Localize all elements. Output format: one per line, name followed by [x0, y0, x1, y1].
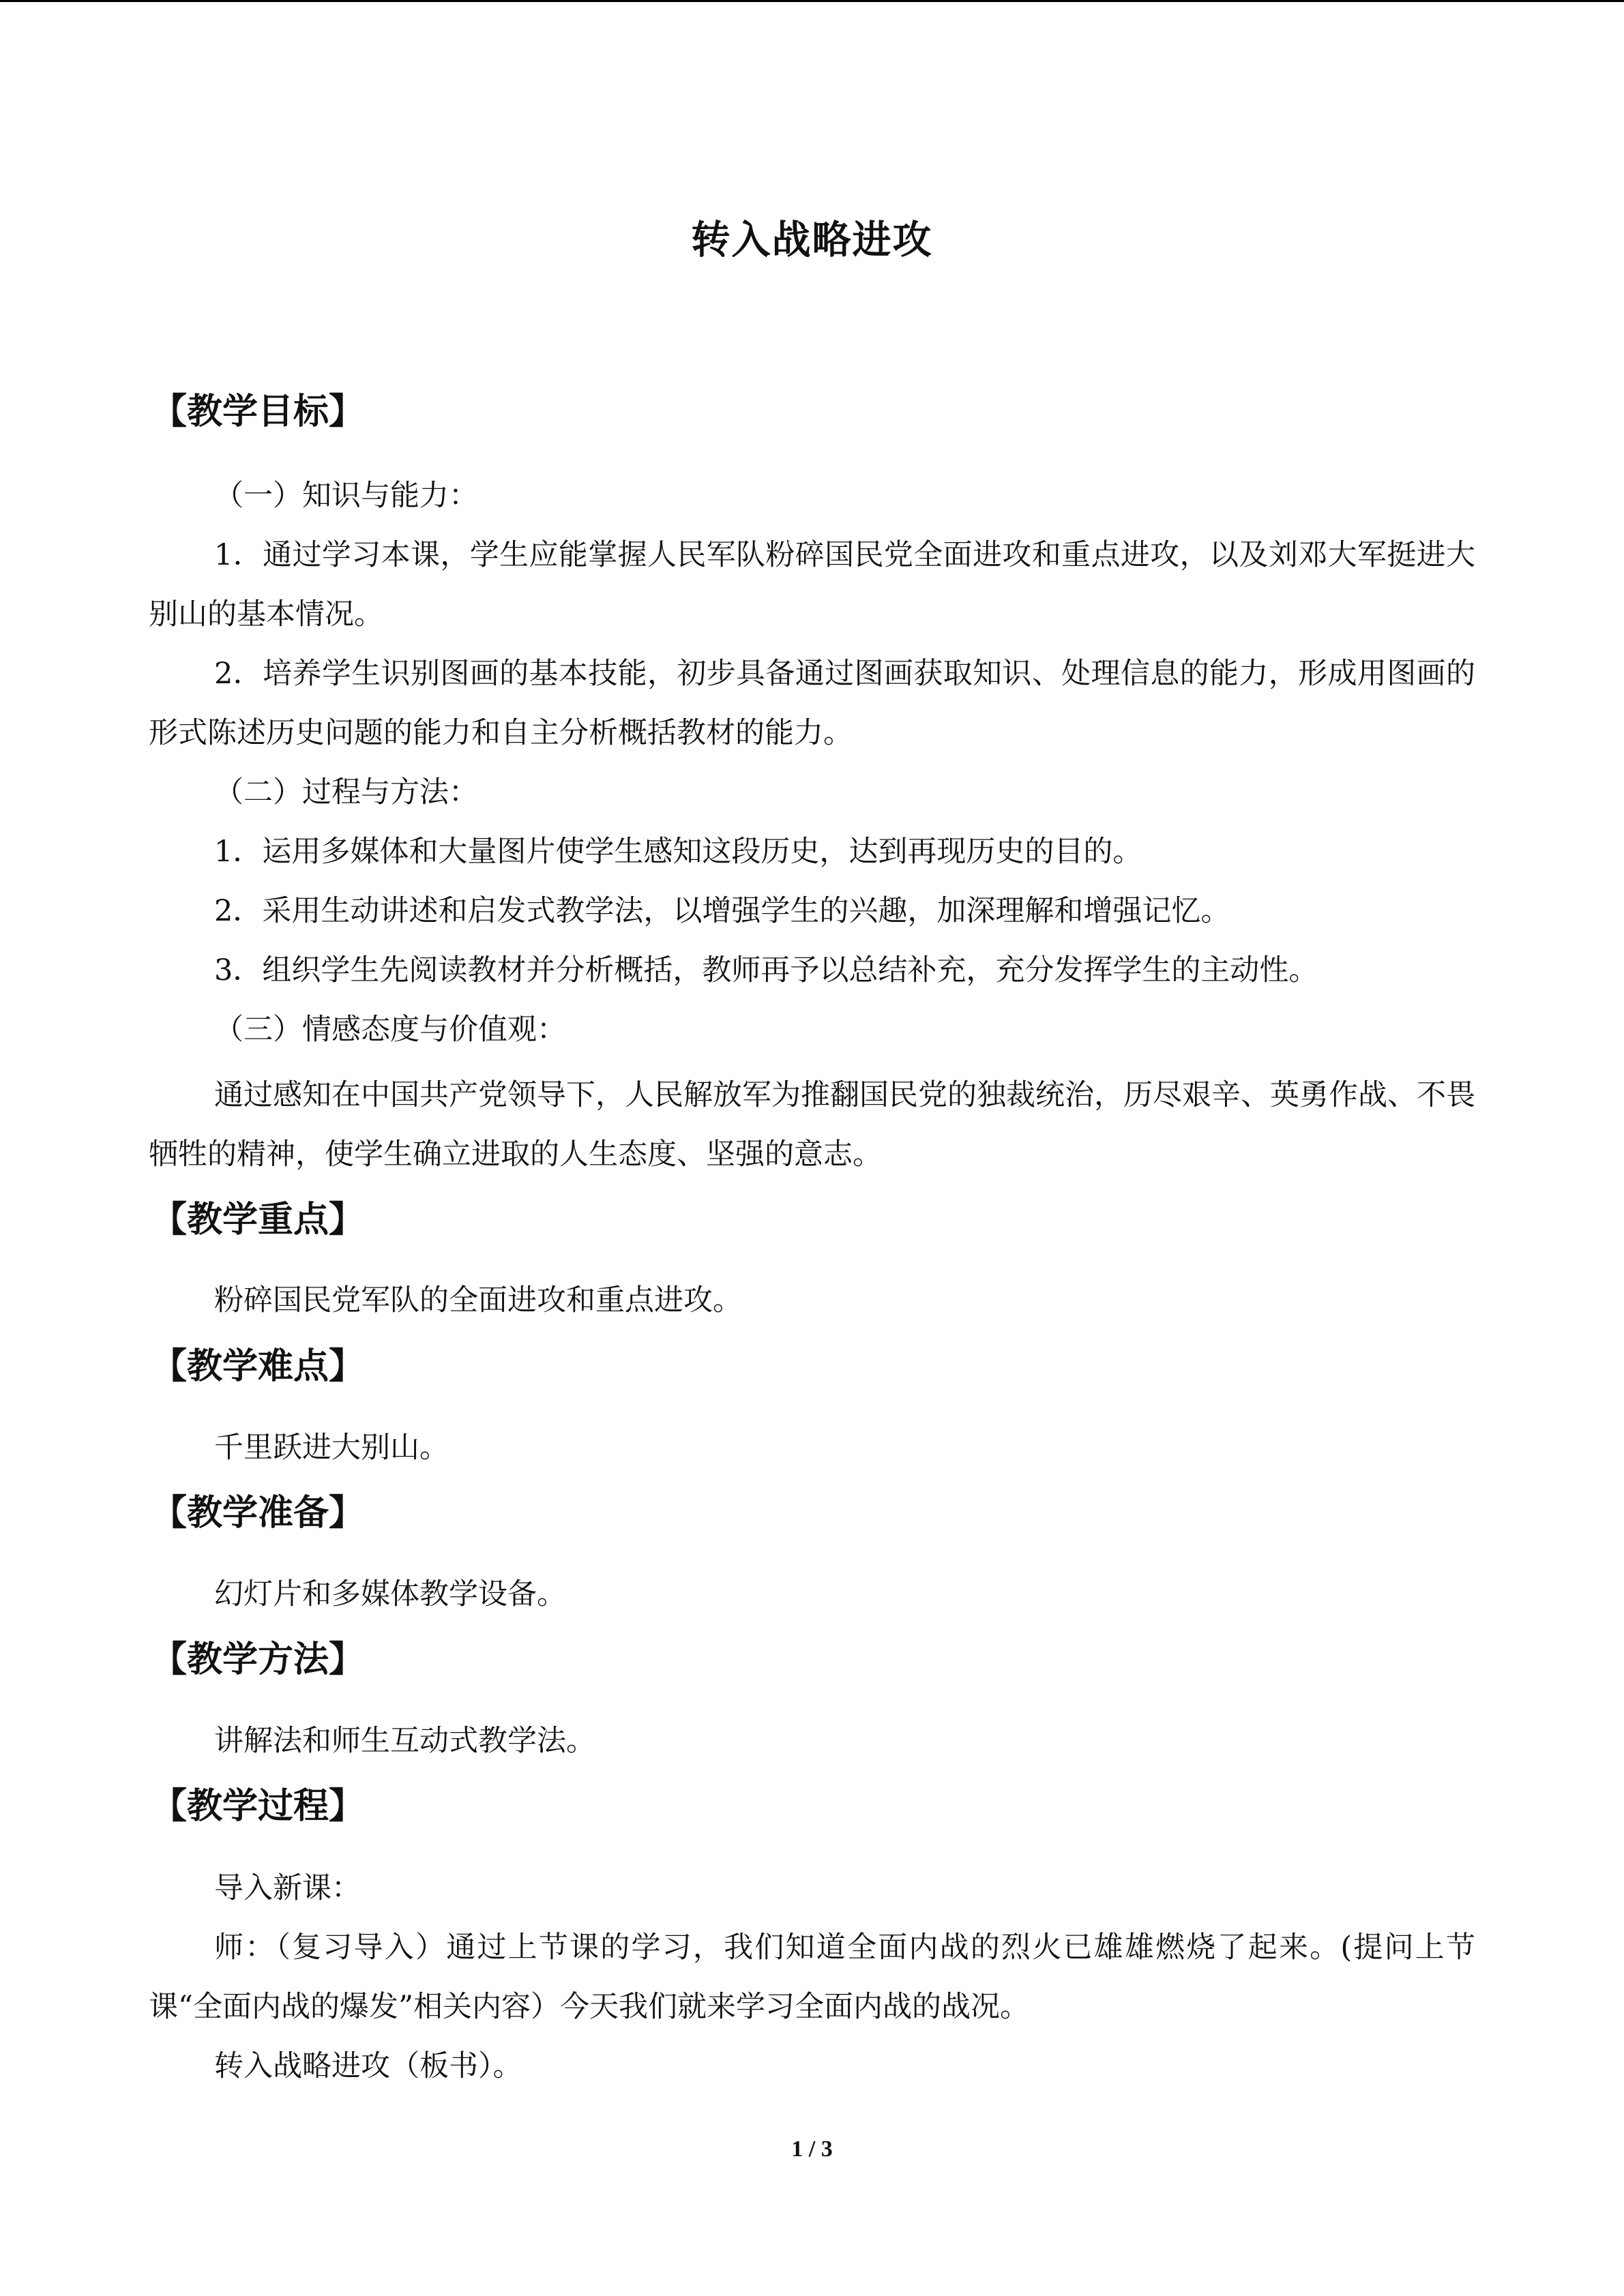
top-border-rule	[0, 0, 1624, 2]
emotion-label: （三）情感态度与价值观：	[214, 1013, 566, 1047]
process-label: （二）过程与方法：	[214, 775, 478, 809]
heading-objectives: 【教学目标】	[151, 391, 365, 432]
intro-text: 师：（复习导入）通过上节课的学习，我们知道全面内战的烈火已雄雄燃烧了起来。(提问上节课“全面内战的爆发”相关内容）今天我们就来学习全面内战的战况。	[149, 1930, 1475, 2024]
methods-text: 讲解法和师生互动式教学法。	[214, 1724, 595, 1758]
process-item-2: 2．采用生动讲述和启发式教学法，以增强学生的兴趣，加深理解和增强记忆。	[214, 894, 1230, 928]
page-number: 1 / 3	[791, 2136, 833, 2162]
process-item-3: 3．组织学生先阅读教材并分析概括，教师再予以总结补充，充分发挥学生的主动性。	[214, 953, 1318, 987]
heading-methods: 【教学方法】	[151, 1639, 365, 1680]
intro-label: 导入新课：	[214, 1871, 361, 1905]
board-text: 转入战略进攻（板书）。	[214, 2049, 522, 2083]
knowledge-item-1: 1．通过学习本课，学生应能掌握人民军队粉碎国民党全面进攻和重点进攻，以及刘邓大军挺进大别山的基本情况。	[149, 538, 1475, 631]
process-item-1: 1．运用多媒体和大量图片使学生感知这段历史，达到再现历史的目的。	[214, 835, 1142, 869]
heading-key-points: 【教学重点】	[151, 1199, 365, 1240]
knowledge-item-2: 2．培养学生识别图画的基本技能，初步具备通过图画获取知识、处理信息的能力，形成用图画的形式陈述历史问题的能力和自主分析概括教材的能力。	[149, 657, 1475, 750]
key-points-text: 粉碎国民党军队的全面进攻和重点进攻。	[214, 1283, 742, 1317]
knowledge-label: （一）知识与能力：	[214, 479, 478, 513]
page-title: 转入战略进攻	[691, 218, 933, 263]
difficulties-text: 千里跃进大别山。	[214, 1431, 449, 1465]
preparation-text: 幻灯片和多媒体教学设备。	[214, 1577, 566, 1611]
heading-preparation: 【教学准备】	[151, 1493, 365, 1534]
emotion-text: 通过感知在中国共产党领导下，人民解放军为推翻国民党的独裁统治，历尽艰辛、英勇作战、不畏牺牲的精神，使学生确立进取的人生态度、坚强的意志。	[149, 1078, 1475, 1172]
heading-difficulties: 【教学难点】	[151, 1346, 365, 1387]
heading-process: 【教学过程】	[151, 1786, 365, 1827]
